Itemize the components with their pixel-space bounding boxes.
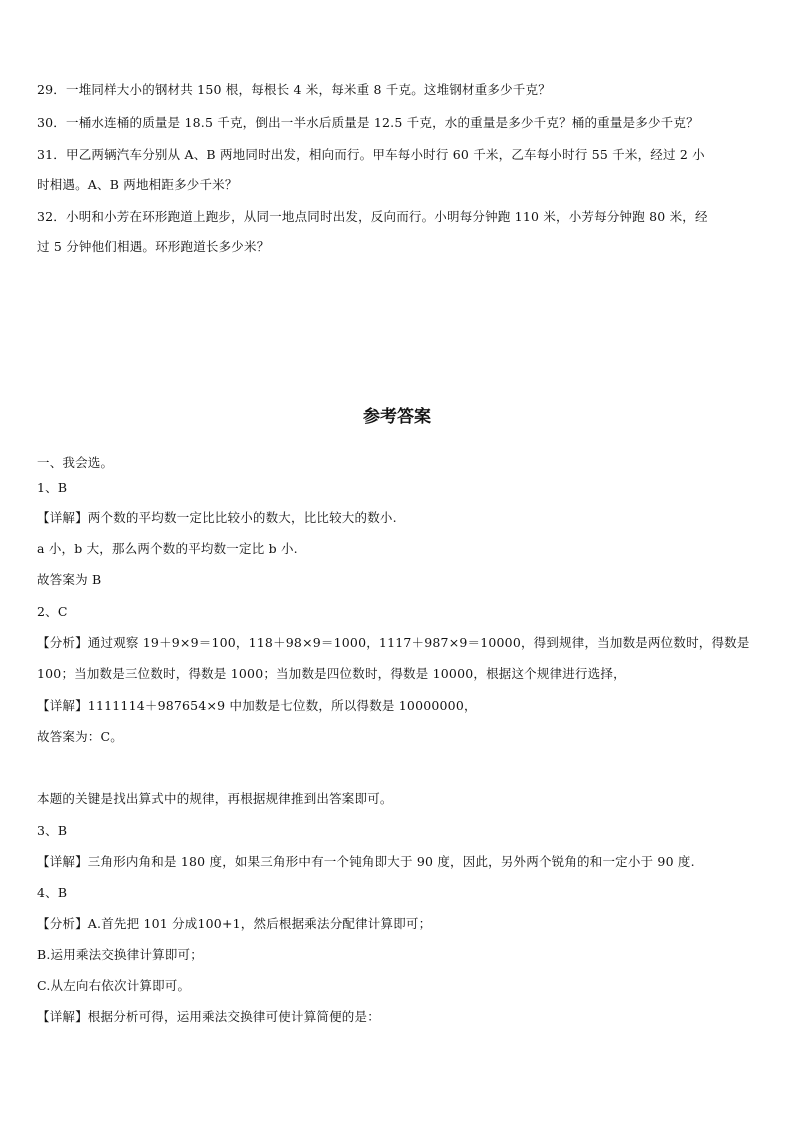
answer-3-detail: 【详解】三角形内角和是 180 度，如果三角形中有一个钝角即大于 90 度，因此，另外两个锐角的和一定小于 90 度. bbox=[37, 854, 695, 869]
answer-4-detail: 【详解】根据分析可得，运用乘法交换律可使计算简便的是： bbox=[37, 1009, 380, 1024]
answer-4-label: 4、B bbox=[37, 885, 68, 900]
question-32-line2: 过 5 分钟他们相遇。环形跑道长多少米？ bbox=[37, 239, 270, 254]
answer-1-detail: 【详解】两个数的平均数一定比比较小的数大，比比较大的数小. bbox=[37, 510, 397, 525]
answers-title: 参考答案 bbox=[363, 407, 431, 427]
answer-4-analysis-b: B.运用乘法交换律计算即可； bbox=[37, 947, 203, 962]
answer-1-label: 1、B bbox=[37, 480, 68, 495]
answer-2-analysis-2: 100；当加数是三位数时，得数是 1000；当加数是四位数时，得数是 10000，根据这个规律进行选择， bbox=[37, 666, 626, 681]
answer-4-analysis-a: 【分析】A.首先把 101 分成100+1，然后根据乘法分配律计算即可； bbox=[37, 916, 432, 931]
answer-2-detail: 【详解】1111114＋987654×9 中加数是七位数，所以得数是 10000000， bbox=[37, 698, 477, 713]
answer-2-conclusion: 故答案为：C。 bbox=[37, 729, 123, 744]
answer-3-label: 3、B bbox=[37, 823, 68, 838]
section-heading: 一、我会选。 bbox=[37, 455, 114, 470]
answer-1-line2: a 小，b 大，那么两个数的平均数一定比 b 小. bbox=[37, 541, 298, 556]
answer-2-note: 本题的关键是找出算式中的规律，再根据规律推到出答案即可。 bbox=[37, 791, 393, 806]
question-31-line2: 时相遇。A、B 两地相距多少千米？ bbox=[37, 177, 238, 192]
answer-1-conclusion: 故答案为 B bbox=[37, 572, 102, 587]
question-31-line1: 31．甲乙两辆汽车分别从 A、B 两地同时出发，相向而行。甲车每小时行 60 千米，乙车每小时行 55 千米，经过 2 小 bbox=[37, 147, 705, 162]
question-30: 30．一桶水连桶的质量是 18.5 千克，倒出一半水后质量是 12.5 千克，水的重量是多少千克？桶的重量是多少千克？ bbox=[37, 115, 699, 130]
question-29: 29．一堆同样大小的钢材共 150 根，每根长 4 米，每米重 8 千克。这堆钢材重多少千克？ bbox=[37, 82, 551, 97]
answer-2-label: 2、C bbox=[37, 604, 68, 619]
question-32-line1: 32．小明和小芳在环形跑道上跑步，从同一地点同时出发，反向而行。小明每分钟跑 110 米，小芳每分钟跑 80 米，经 bbox=[37, 209, 708, 224]
answer-4-analysis-c: C.从左向右依次计算即可。 bbox=[37, 978, 191, 993]
answer-2-analysis-1: 【分析】通过观察 19＋9×9＝100，118＋98×9＝1000，1117＋987×9＝10000，得到规律，当加数是两位数时，得数是 bbox=[37, 635, 750, 650]
